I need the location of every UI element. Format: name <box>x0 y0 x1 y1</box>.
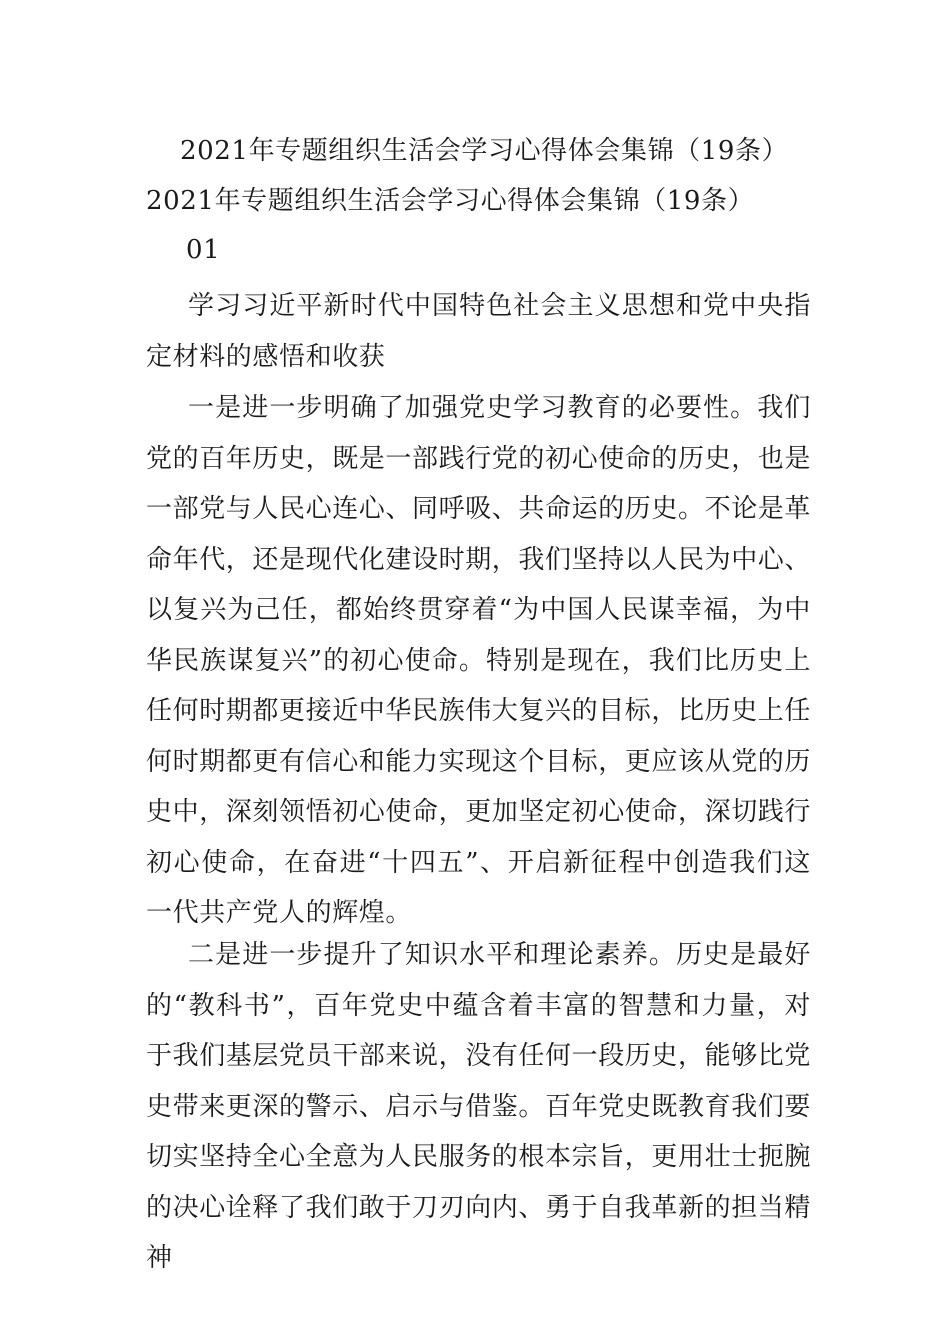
paragraph-2: 二是进一步提升了知识水平和理论素养。历史是最好的“教科书”，百年党史中蕴含着丰富的智慧和力量，对于我们基层党员干部来说，没有任何一段历史，能够比党史带来更深的警示、启示与借鉴。百年党史既教育我们要切实坚持全心全意为人民服务的根本宗旨，更用壮士扼腕的决心诠释了我们敢于刀刃向内、勇于自我革新的担当精神 <box>146 940 812 1273</box>
paragraph-1: 一是进一步明确了加强党史学习教育的必要性。我们党的百年历史，既是一部践行党的初心使命的历史，也是一部党与人民心连心、同呼吸、共命运的历史。不论是革命年代，还是现代化建设时期，我们坚持以人民为中心、以复兴为己任，都始终贯穿着“为中国人民谋幸福，为中华民族谋复兴”的初心使命。特别是现在，我们比历史上任何时期都更接近中华民族伟大复兴的目标，比历史上任何时期都更有信心和能力实现这个目标，更应该从党的历史中，深刻领悟初心使命，更加坚定初心使命，深切践行初心使命，在奋进“十四五”、开启新征程中创造我们这一代共产党人的辉煌。 <box>146 393 812 928</box>
paragraph-heading: 学习习近平新时代中国特色社会主义思想和党中央指定材料的感悟和收获 <box>146 291 811 372</box>
document-title: 2021年专题组织生活会学习心得体会集锦（19条） <box>180 136 789 166</box>
document-subtitle: 2021年专题组织生活会学习心得体会集锦（19条） <box>146 186 755 216</box>
section-number: 01 <box>186 235 221 265</box>
